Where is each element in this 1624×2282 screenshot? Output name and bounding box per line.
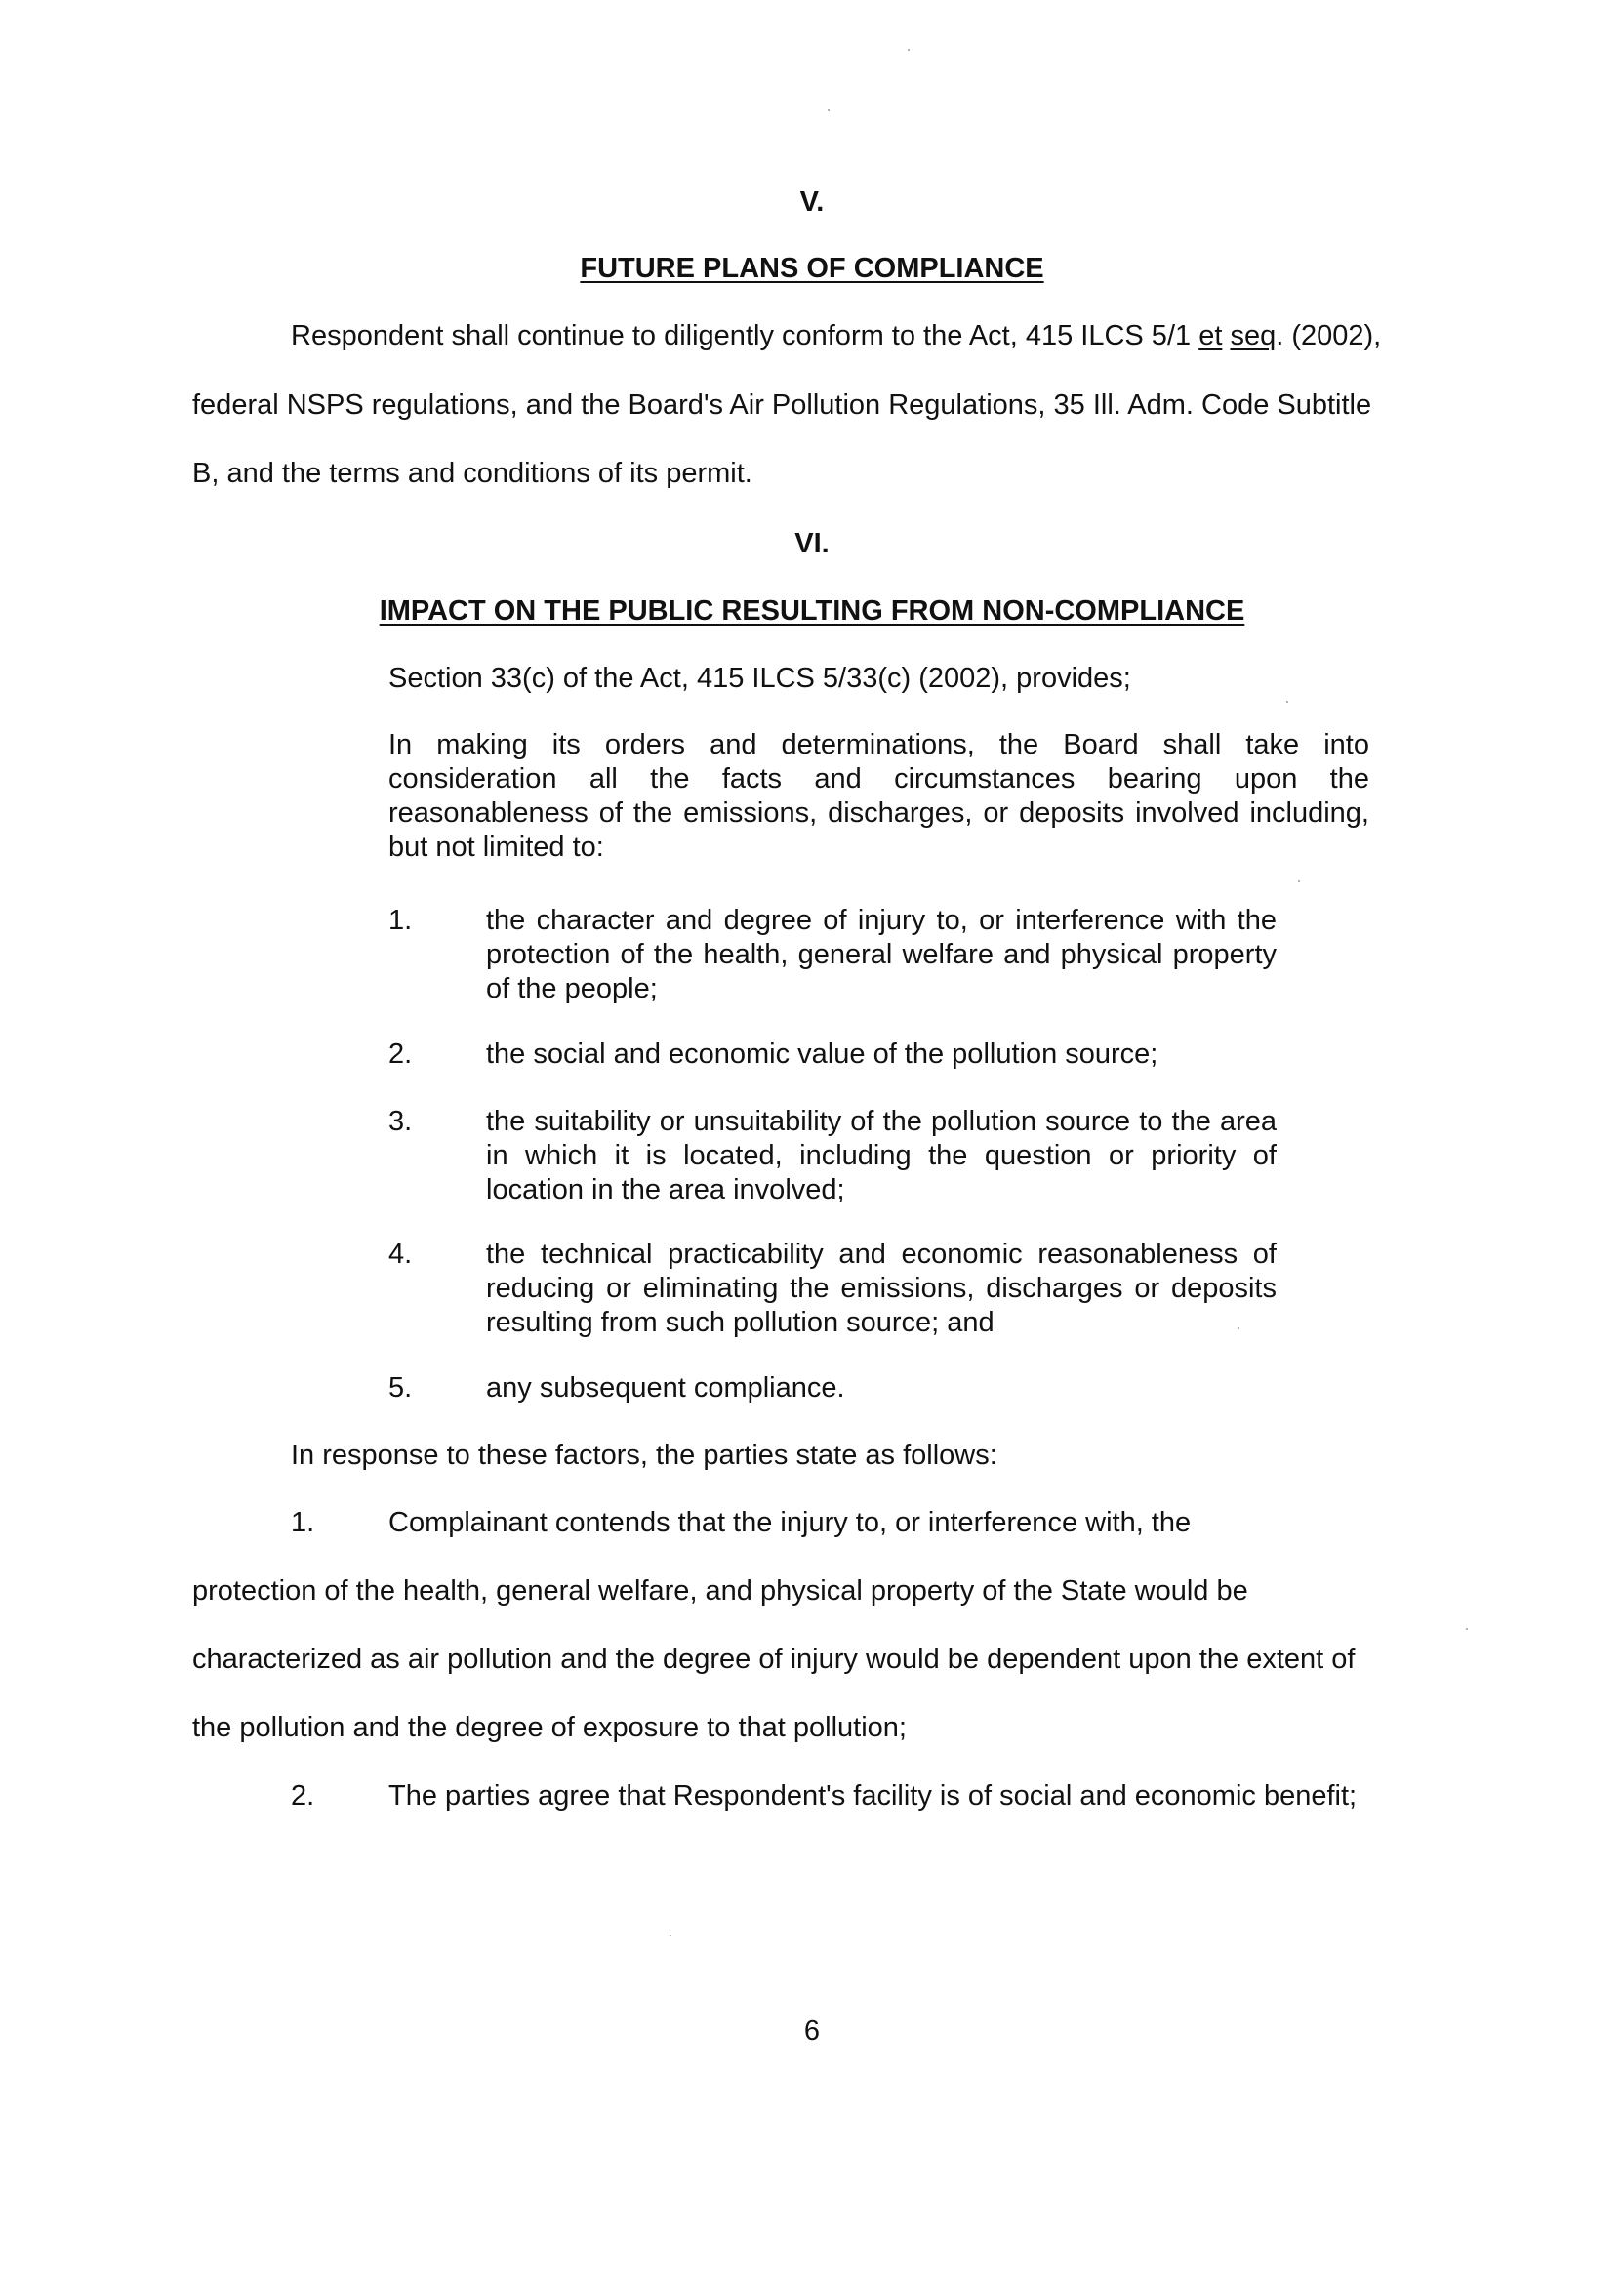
factor-number: 3. <box>388 1106 413 1137</box>
section-intro: Section 33(c) of the Act, 415 ILCS 5/33(c) (2002), provides; <box>388 663 1131 694</box>
response-line: The parties agree that Respondent's facility is of social and economic benefit; <box>388 1780 1358 1812</box>
factor-number: 5. <box>388 1372 413 1404</box>
scan-speck <box>670 1935 671 1936</box>
paragraph-line-1-end: . (2002), <box>1276 320 1382 351</box>
factor-number: 4. <box>388 1239 413 1270</box>
quoted-statute: In making its orders and determinations, the Board shall take into consideration all the facts and circumstances bearing upon the reasonableness of the emissions, discharges, or deposits involved including, but not limited to: <box>388 729 1369 863</box>
section-number-vi: VI. <box>794 528 830 559</box>
paragraph-line-1-text: Respondent shall continue to diligently conform to the Act, 415 ILCS 5/1 <box>291 320 1199 351</box>
response-line: characterized as air pollution and the degree of injury would be dependent upon the extent of <box>192 1644 1356 1675</box>
factor-text: the suitability or unsuitability of the pollution source to the area in which it is located, including the question or priority of location in the area involved; <box>486 1106 1277 1205</box>
paragraph-line-3: B, and the terms and conditions of its permit. <box>192 458 752 489</box>
et-underlined: et <box>1198 320 1223 351</box>
scan-speck <box>1298 880 1300 882</box>
factor-text: the technical practicability and economic reasonableness of reducing or eliminating the emissions, discharges or deposits resulting from such pollution source; and <box>486 1239 1277 1338</box>
section-number-v: V. <box>799 186 825 218</box>
response-line: protection of the health, general welfare, and physical property of the State would be <box>192 1575 1248 1607</box>
paragraph-line-1 <box>291 319 1381 352</box>
factor-text: the social and economic value of the pollution source; <box>486 1039 1158 1070</box>
factor-number: 1. <box>388 905 413 936</box>
factor-number: 2. <box>388 1039 413 1070</box>
page-number: 6 <box>803 2016 821 2047</box>
factor-text: any subsequent compliance. <box>486 1372 845 1404</box>
section-heading-impact: IMPACT ON THE PUBLIC RESULTING FROM NON-COMPLIANCE <box>379 595 1245 627</box>
response-line: the pollution and the degree of exposure to that pollution; <box>192 1712 907 1743</box>
scan-speck <box>908 49 910 51</box>
scan-speck <box>828 109 830 111</box>
factor-text: the character and degree of injury to, or interference with the protection of the health, general welfare and physical property of the people; <box>486 905 1277 1004</box>
response-intro: In response to these factors, the parties state as follows: <box>291 1440 997 1471</box>
response-number: 1. <box>291 1507 315 1538</box>
scan-speck <box>1238 1327 1239 1329</box>
response-line: Complainant contends that the injury to, or interference with, the <box>388 1507 1192 1538</box>
paragraph-line-2: federal NSPS regulations, and the Board's Air Pollution Regulations, 35 Ill. Adm. Code Subtitle <box>192 389 1372 421</box>
response-number: 2. <box>291 1780 315 1812</box>
scan-speck <box>1286 701 1288 703</box>
section-heading-future-plans: FUTURE PLANS OF COMPLIANCE <box>580 253 1044 284</box>
scan-speck <box>1466 1628 1468 1630</box>
seq-underlined: seq <box>1230 320 1277 351</box>
